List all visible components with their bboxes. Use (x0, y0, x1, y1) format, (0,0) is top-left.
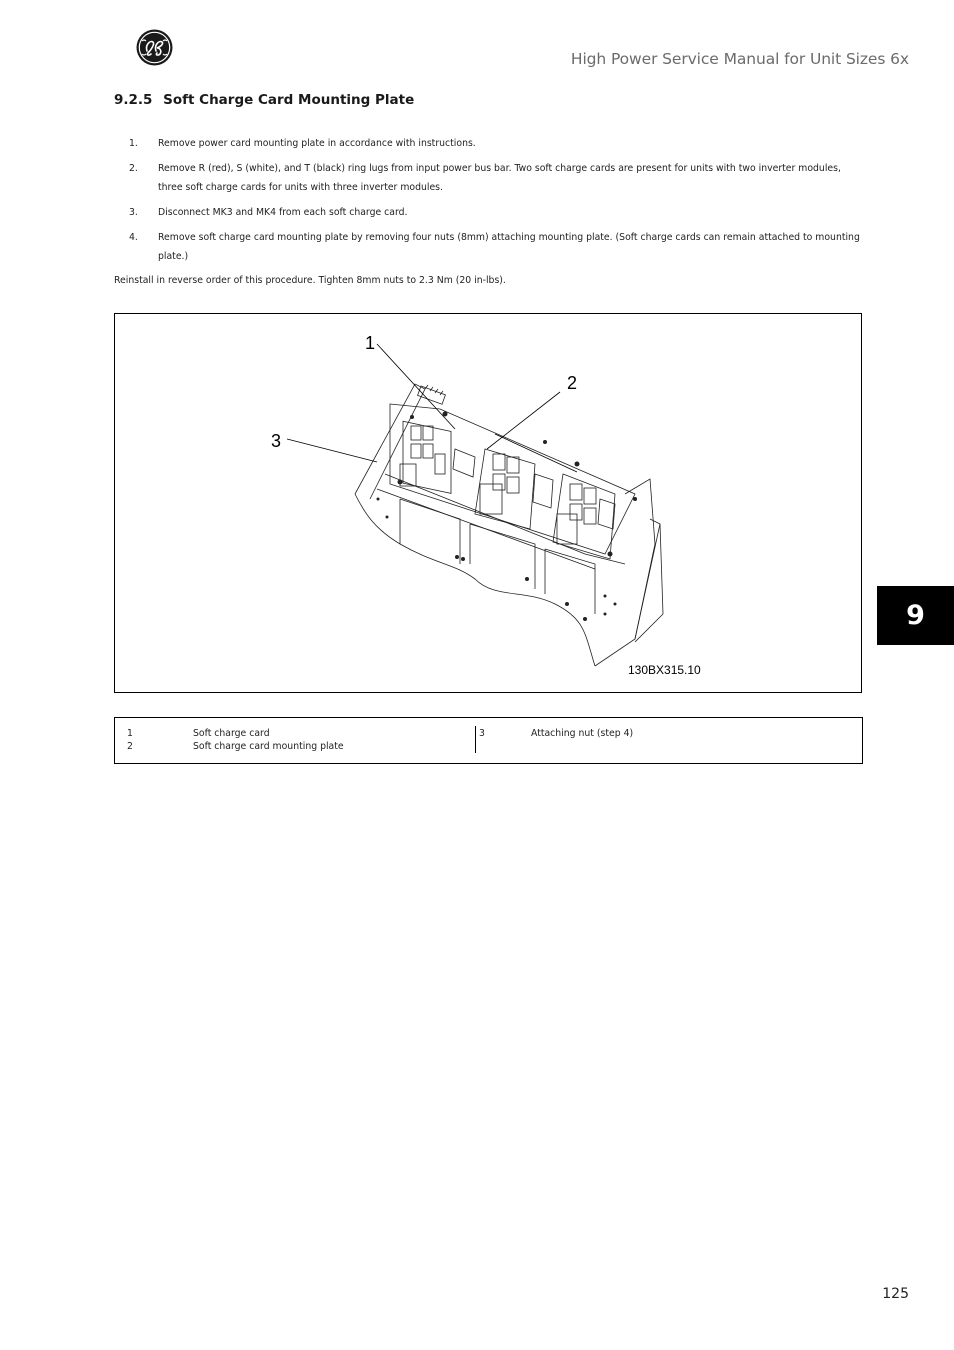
section-title: Soft Charge Card Mounting Plate (163, 92, 415, 108)
reinstall-note: Reinstall in reverse order of this procedure. Tighten 8mm nuts to 2.3 Nm (20 in-lbs). (114, 275, 506, 286)
step-number: 3. (129, 207, 138, 218)
callout-1: 1 (365, 333, 376, 353)
legend-text: Soft charge card mounting plate (193, 741, 344, 752)
chapter-tab: 9 (877, 586, 954, 645)
step-text: Disconnect MK3 and MK4 from each soft charge card. (158, 207, 408, 218)
legend-table (114, 717, 863, 764)
section-heading (114, 92, 414, 108)
legend-number: 2 (127, 741, 133, 752)
step-item (114, 134, 864, 153)
legend-number: 1 (127, 728, 133, 739)
step-text: Remove power card mounting plate in accordance with instructions. (158, 138, 476, 149)
manual-title: High Power Service Manual for Unit Sizes 6x (570, 50, 909, 68)
step-item (114, 159, 864, 197)
page-number: 125 (882, 1286, 909, 1302)
legend-text: Soft charge card (193, 728, 270, 739)
step-number: 2. (129, 163, 138, 174)
callout-3: 3 (271, 431, 282, 451)
legend-divider (475, 726, 476, 753)
figure-box (114, 313, 862, 693)
figure-code: 130BX315.10 (628, 663, 701, 677)
step-text: Remove R (red), S (white), and T (black) ring lugs from input power bus bar. Two soft charge cards are present for units with two inverter modules, three soft charge cards for units with three inverter modules. (158, 163, 841, 193)
step-item (114, 203, 864, 222)
procedure-steps (114, 134, 864, 272)
legend-text: Attaching nut (step 4) (531, 728, 634, 739)
ge-logo-icon (136, 29, 173, 66)
soft-charge-card-illustration (115, 314, 863, 694)
step-item (114, 228, 864, 266)
step-number: 4. (129, 232, 138, 243)
callout-2: 2 (567, 373, 578, 393)
step-number: 1. (129, 138, 138, 149)
section-number: 9.2.5 (114, 92, 153, 108)
legend-number: 3 (479, 728, 485, 739)
step-text: Remove soft charge card mounting plate by removing four nuts (8mm) attaching mounting plate. (Soft charge cards can remain attached to mounting plate.) (158, 232, 860, 262)
